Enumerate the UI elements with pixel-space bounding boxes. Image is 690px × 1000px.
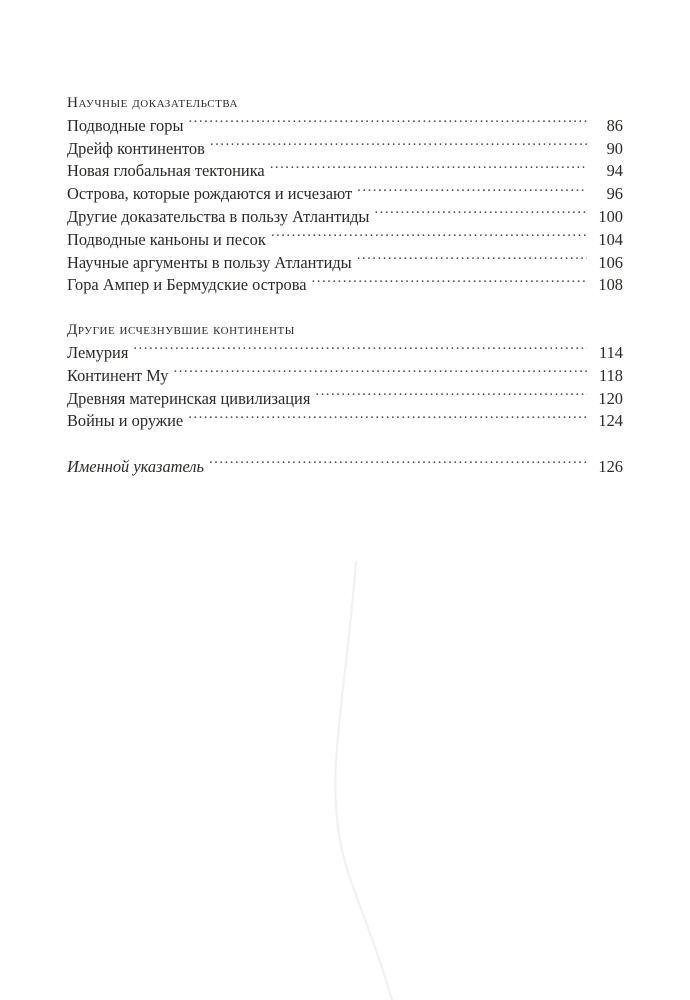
section-heading: Другие исчезнувшие континенты [67,321,295,339]
toc-entry[interactable] [67,114,623,137]
toc-entry[interactable] [67,410,623,433]
dot-leader [357,251,587,267]
dot-leader [315,387,587,403]
toc-entry-title: Новая глобальная тектоника [67,161,265,181]
toc-entry[interactable] [67,387,623,410]
toc-entry-title: Подводные каньоны и песок [67,229,266,249]
toc-entry-title: Подводные горы [67,115,184,135]
toc-entry-title: Острова, которые рождаются и исчезают [67,184,353,204]
dot-leader [173,364,587,380]
toc-entry-page: 124 [598,411,623,431]
toc-entry-title: Научные аргументы в пользу Атлантиды [67,252,352,272]
toc-entry-page: 118 [599,365,623,385]
dot-leader [312,274,587,290]
toc-entry[interactable] [67,342,623,365]
toc-entry-page: 104 [598,229,623,249]
section-heading: Научные доказательства [67,94,239,111]
toc-entry-title: Другие доказательства в пользу Атлантиды [67,206,370,226]
toc-entry[interactable] [67,228,623,251]
toc-entry-title: Древняя материнская цивилизация [67,388,311,408]
toc-entry-page: 120 [598,388,623,408]
toc-entry-page: 100 [598,206,623,226]
toc-entry-page: 126 [598,456,623,476]
toc-entry-page: 90 [606,138,623,158]
toc-entry-page: 114 [599,342,623,362]
toc-entry-title: Лемурия [67,342,129,362]
toc-entry[interactable] [67,364,623,387]
table-of-contents [67,92,623,478]
dot-leader [188,410,587,426]
toc-section [67,319,623,433]
toc-section-index [67,455,623,478]
dot-leader [210,137,587,153]
toc-entry-page: 106 [598,252,623,272]
toc-entry[interactable] [67,183,623,206]
toc-entry[interactable] [67,137,623,160]
toc-section [67,92,623,297]
toc-entry-page: 96 [606,184,623,204]
toc-entry-title: Дрейф континентов [67,138,205,158]
toc-entry-index[interactable] [67,455,623,478]
toc-entry[interactable] [67,160,623,183]
toc-entry-page: 94 [606,161,623,181]
toc-entry-title: Именной указатель [67,456,204,476]
dot-leader [188,114,587,130]
toc-entry[interactable] [67,251,623,274]
toc-entry[interactable] [67,206,623,229]
dot-leader [209,455,587,471]
toc-entry-title: Гора Ампер и Бермудские острова [67,275,307,295]
toc-entry-title: Континент Му [67,365,169,385]
toc-entry-page: 86 [606,115,623,135]
dot-leader [133,342,587,358]
toc-entry-title: Войны и оружие [67,411,184,431]
dot-leader [270,160,587,176]
dot-leader [271,228,587,244]
dot-leader [357,183,587,199]
toc-entry[interactable] [67,274,623,297]
dot-leader [374,206,587,222]
toc-entry-page: 108 [598,275,623,295]
